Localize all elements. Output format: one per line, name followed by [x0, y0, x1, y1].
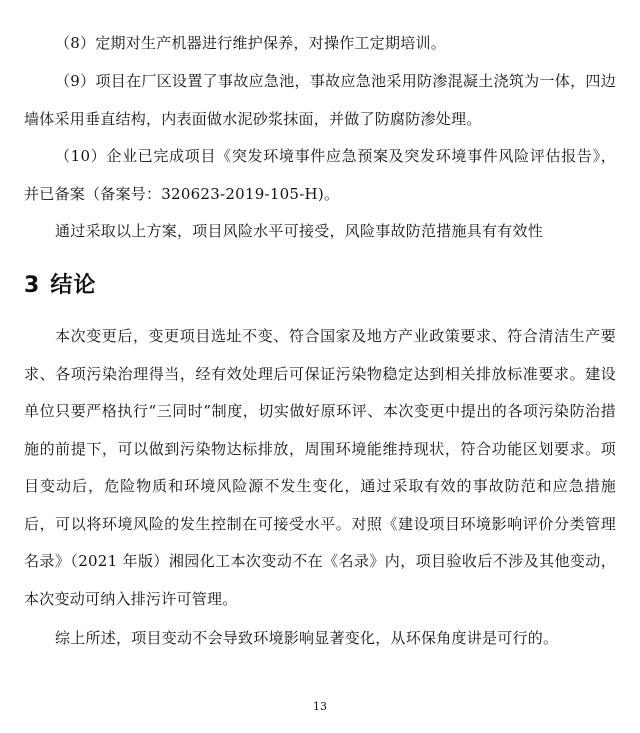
paragraph-risk-summary: 通过采取以上方案，项目风险水平可接受，风险事故防范措施具有有效性	[55, 222, 544, 240]
paragraph-item-10: （10）企业已完成项目《突发环境事件应急预案及突发环境事件风险评估报告》，并已备案（备案号：320623-2019-105-H)。	[24, 147, 616, 203]
page-number: 13	[313, 700, 327, 713]
paragraph-conclusion-body: 本次变更后，变更项目选址不变、符合国家及地方产业政策要求、符合清洁生产要求、各项污染治理得当，经有效处理后可保证污染物稳定达到相关排放标准要求。建设单位只要严格执行“三同时”制度，切实做好原环评、本次变更中提出的各项污染防治措施的前提下，可以做到污染物达标排放，周围环境能维持现状，符合功能区划要求。项目变动后，危险物质和环境风险源不发生变化，通过采取有效的事故防范和应急措施后，可以将环境风险的发生控制在可接受水平。对照《建设项目环境影响评价分类管理名录》（2021 年版）湘园化工本次变动不在《名录》内，项目验收后不涉及其他变动，本次变动可纳入排污许可管理。	[24, 327, 616, 608]
section-title: 结论	[50, 273, 97, 298]
section-heading	[24, 266, 96, 306]
paragraph-conclusion-summary: 综上所述，项目变动不会导致环境影响显著变化，从环保角度讲是可行的。	[55, 629, 559, 647]
paragraph-item-9: （9）项目在厂区设置了事故应急池，事故应急池采用防渗混凝土浇筑为一体，四边墙体采用垂直结构，内表面做水泥砂浆抹面，并做了防腐防渗处理。	[24, 72, 616, 128]
paragraph-item-8: （8）定期对生产机器进行维护保养，对操作工定期培训。	[55, 34, 447, 52]
section-number: 3	[24, 273, 41, 298]
